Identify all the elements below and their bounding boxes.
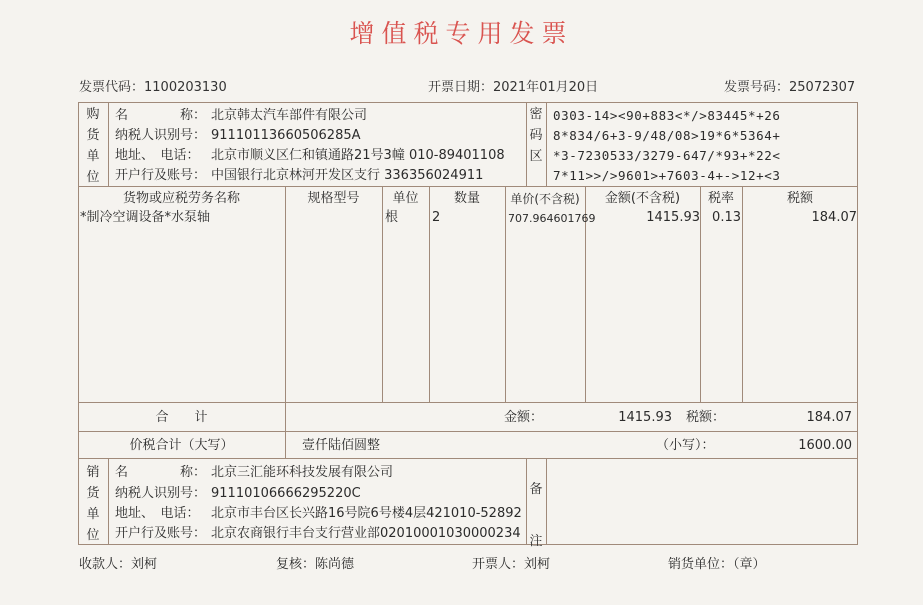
col-header-qty: 数量 [453,191,480,206]
seller-bank-label: 开户行及账号： [115,526,207,541]
grand-total-label: 价税合计（大写） [129,438,234,453]
col-header-rate: 税率 [707,191,734,206]
invoice-number: 发票号码：25072307 [724,80,856,95]
buyer-bank-label: 开户行及账号： [115,168,207,183]
totals-amount-label: 金额： [504,410,544,425]
item-unit: 根 [385,210,399,225]
buyer-tax-id: 91110113660506285A [211,128,361,143]
col-header-unit: 单位 [392,191,419,206]
col-header-tax: 税额 [786,191,813,206]
seller-tax-id-label: 纳税人识别号： [115,486,207,501]
seller-tax-id: 91110106666295220C [211,486,361,501]
cipher-line: *3-7230533/3279-647/*93+*22< [553,148,781,163]
col-header-spec: 规格型号 [307,191,360,206]
col-header-amount: 金额(不含税) [604,191,681,206]
seller-name-label: 名 称： [115,465,207,480]
item-tax: 184.07 [811,210,857,225]
totals-amount: 1415.93 [618,410,672,425]
footer-seller-stamp: 销货单位：（章） [668,557,766,572]
buyer-bank: 中国银行北京林河开发区支行 336356024911 [211,168,484,183]
cipher-line: 7*11>>/>9601>+7603-4+->12+<3 [553,168,781,183]
buyer-address: 北京市顺义区仁和镇通路21号3幢 010-89401108 [211,148,505,163]
totals-tax-label: 税额： [686,410,726,425]
buyer-address-label: 地址、 电话： [115,148,200,163]
cipher-label: 密码区 [529,107,543,164]
buyer-name: 北京韩太汽车部件有限公司 [211,108,368,123]
footer-drawer: 开票人：刘柯 [472,557,551,572]
item-qty: 2 [432,210,441,225]
col-header-goods: 货物或应税劳务名称 [122,191,240,206]
grand-total-number: 1600.00 [798,438,852,453]
footer-reviewer: 复核：陈尚德 [276,557,355,572]
invoice-code: 发票代码：1100203130 [79,80,227,95]
item-price: 707.964601769 [508,212,596,225]
item-rate: 0.13 [712,210,741,225]
seller-address-label: 地址、 电话： [115,506,200,521]
grand-total-words: 壹仟陆佰圆整 [302,438,381,453]
seller-name: 北京三汇能环科技发展有限公司 [211,465,394,480]
item-amount: 1415.93 [646,210,700,225]
buyer-section-label: 购货单位 [86,107,100,185]
seller-address: 北京市丰台区长兴路16号院6号楼4层421010-52892 [211,506,522,521]
small-amount-label: （小写）： [656,438,715,453]
cipher-line: 0303-14><90+883<*/>83445*+26 [553,108,781,123]
totals-label: 合 计 [155,410,208,425]
totals-tax: 184.07 [806,410,852,425]
seller-bank: 北京农商银行丰台支行营业部02010001030000234 [211,526,521,541]
buyer-name-label: 名 称： [115,108,207,123]
invoice-title: 增值税专用发票 [349,19,574,48]
seller-section-label: 销货单位 [86,465,100,543]
col-header-price: 单价(不含税) [510,192,580,206]
cipher-line: 8*834/6+3-9/48/08>19*6*5364+ [553,128,781,143]
buyer-tax-id-label: 纳税人识别号： [115,128,207,143]
issue-date: 开票日期：2021年01月20日 [428,80,599,95]
remarks-label: 备注 [529,482,543,549]
item-goods: *制冷空调设备*水泵轴 [80,210,211,225]
footer-payee: 收款人：刘柯 [79,557,158,572]
